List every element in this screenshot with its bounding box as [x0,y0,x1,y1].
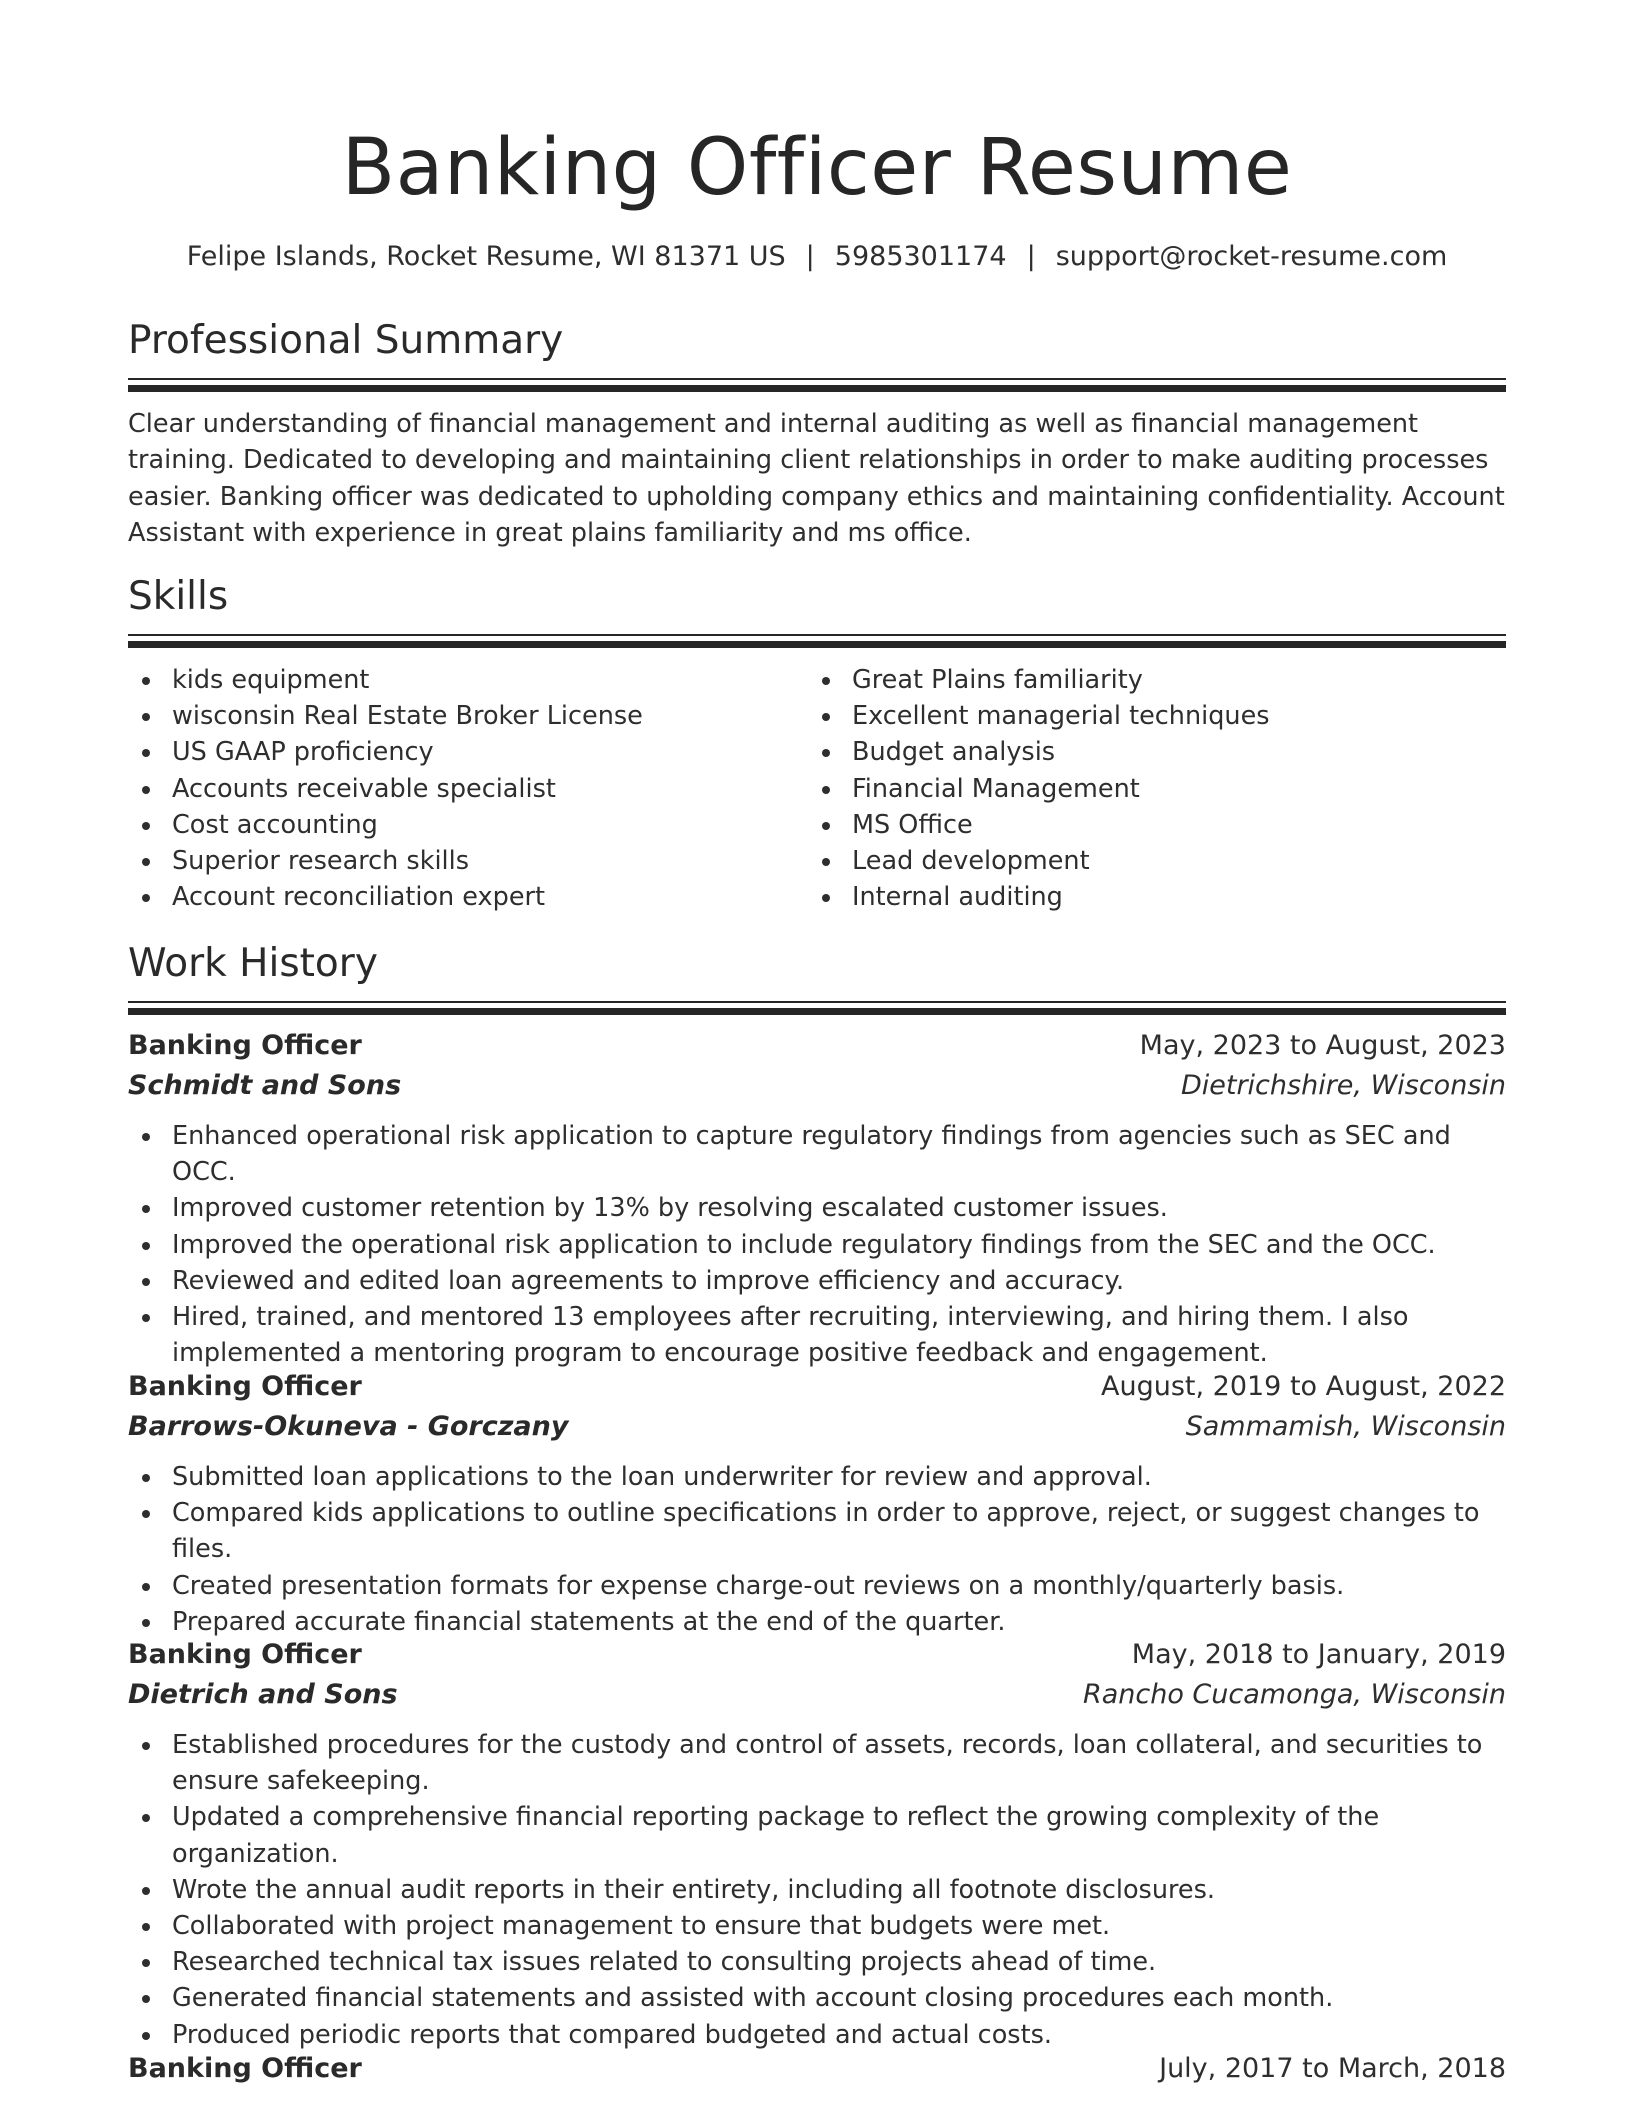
contact-phone: 5985301174 [834,241,1007,272]
job-header-row [128,1635,1506,1675]
job-bullet: Researched technical tax issues related to consulting projects ahead of time. [128,1944,1506,1980]
job-entry [128,1367,1506,1640]
job-title: Banking Officer [128,1639,362,1670]
job-bullet: Created presentation formats for expense charge-out reviews on a monthly/quarterly basis. [128,1568,1506,1604]
skill-item: Excellent managerial techniques [808,698,1488,734]
job-header-row [128,1367,1506,1407]
job-bullets [128,1118,1506,1371]
job-bullet: Collaborated with project management to ensure that budgets were met. [128,1908,1506,1944]
skill-item: Internal auditing [808,879,1488,915]
skill-item: kids equipment [128,662,808,698]
skills-heading: Skills [128,574,229,619]
contact-separator: | [1026,241,1036,272]
section-divider [128,1001,1506,1015]
skill-item: wisconsin Real Estate Broker License [128,698,808,734]
job-location: Sammamish, Wisconsin [1185,1411,1506,1442]
job-bullet: Established procedures for the custody and control of assets, records, loan collateral, and securities to ensure safekeeping. [128,1727,1506,1799]
skill-item: Accounts receivable specialist [128,771,808,807]
job-title: Banking Officer [128,1371,362,1402]
job-bullet: Reviewed and edited loan agreements to improve efficiency and accuracy. [128,1263,1506,1299]
job-bullet: Updated a comprehensive financial reporting package to reflect the growing complexity of the organization. [128,1799,1506,1871]
skill-item: Financial Management [808,771,1488,807]
skill-item: Cost accounting [128,807,808,843]
job-entry [128,2049,1506,2089]
skill-item: Superior research skills [128,843,808,879]
skill-item: Account reconciliation expert [128,879,808,915]
job-title: Banking Officer [128,2053,362,2084]
job-entry [128,1026,1506,1371]
job-bullet: Wrote the annual audit reports in their entirety, including all footnote disclosures. [128,1872,1506,1908]
skill-item: US GAAP proficiency [128,734,808,770]
skill-item: Great Plains familiarity [808,662,1488,698]
work-history-heading: Work History [128,941,378,986]
job-bullet: Produced periodic reports that compared budgeted and actual costs. [128,2017,1506,2053]
skills-grid [128,662,1506,915]
job-header-row [128,2049,1506,2089]
job-dates: July, 2017 to March, 2018 [1159,2053,1506,2084]
job-bullet: Enhanced operational risk application to capture regulatory findings from agencies such as SEC and OCC. [128,1118,1506,1190]
job-dates: August, 2019 to August, 2022 [1101,1371,1506,1402]
summary-text: Clear understanding of financial management and internal auditing as well as financial management training. Dedicated to developing and maintaining client relationships in order to make auditing processes easier. Banking officer was dedicated to upholding company ethics and maintaining confidentiality. Account Assistant with experience in great plains familiarity and ms office. [128,409,1505,548]
job-bullet: Submitted loan applications to the loan underwriter for review and approval. [128,1459,1506,1495]
job-bullet: Prepared accurate financial statements at the end of the quarter. [128,1604,1506,1640]
summary-heading: Professional Summary [128,318,564,363]
job-company-row [128,1407,1506,1447]
skills-section [128,572,1506,915]
job-dates: May, 2018 to January, 2019 [1131,1639,1506,1670]
job-bullet: Compared kids applications to outline specifications in order to approve, reject, or suggest changes to files. [128,1495,1506,1567]
job-bullet: Generated financial statements and assisted with account closing procedures each month. [128,1980,1506,2016]
skill-item: Budget analysis [808,734,1488,770]
skill-item: Lead development [808,843,1488,879]
job-bullet: Improved customer retention by 13% by resolving escalated customer issues. [128,1190,1506,1226]
job-location: Rancho Cucamonga, Wisconsin [1082,1679,1506,1710]
job-bullet: Hired, trained, and mentored 13 employees after recruiting, interviewing, and hiring them. I also implemented a mentoring program to encourage positive feedback and engagement. [128,1299,1506,1371]
job-bullet: Improved the operational risk application to include regulatory findings from the SEC and the OCC. [128,1227,1506,1263]
job-company-row [128,1066,1506,1106]
job-dates: May, 2023 to August, 2023 [1139,1030,1506,1061]
skills-column-right [808,662,1488,915]
job-title: Banking Officer [128,1030,362,1061]
job-company: Barrows-Okuneva - Gorczany [128,1411,569,1442]
job-company: Dietrich and Sons [128,1679,398,1710]
contact-email: support@rocket-resume.com [1055,241,1448,272]
skill-item: MS Office [808,807,1488,843]
section-divider [128,378,1506,392]
job-company-row [128,1675,1506,1715]
job-entry [128,1635,1506,2053]
job-header-row [128,1026,1506,1066]
job-company: Schmidt and Sons [128,1070,402,1101]
job-location: Dietrichshire, Wisconsin [1180,1070,1506,1101]
work-history-section [128,939,1506,1015]
contact-separator: | [805,241,815,272]
contact-address: Felipe Islands, Rocket Resume, WI 81371 US [186,241,786,272]
summary-section [128,316,1506,551]
contact-line [128,237,1506,277]
job-bullets [128,1727,1506,2053]
resume-title: Banking Officer Resume [341,123,1293,213]
job-bullets [128,1459,1506,1640]
skills-column-left [128,662,808,915]
section-divider [128,634,1506,648]
